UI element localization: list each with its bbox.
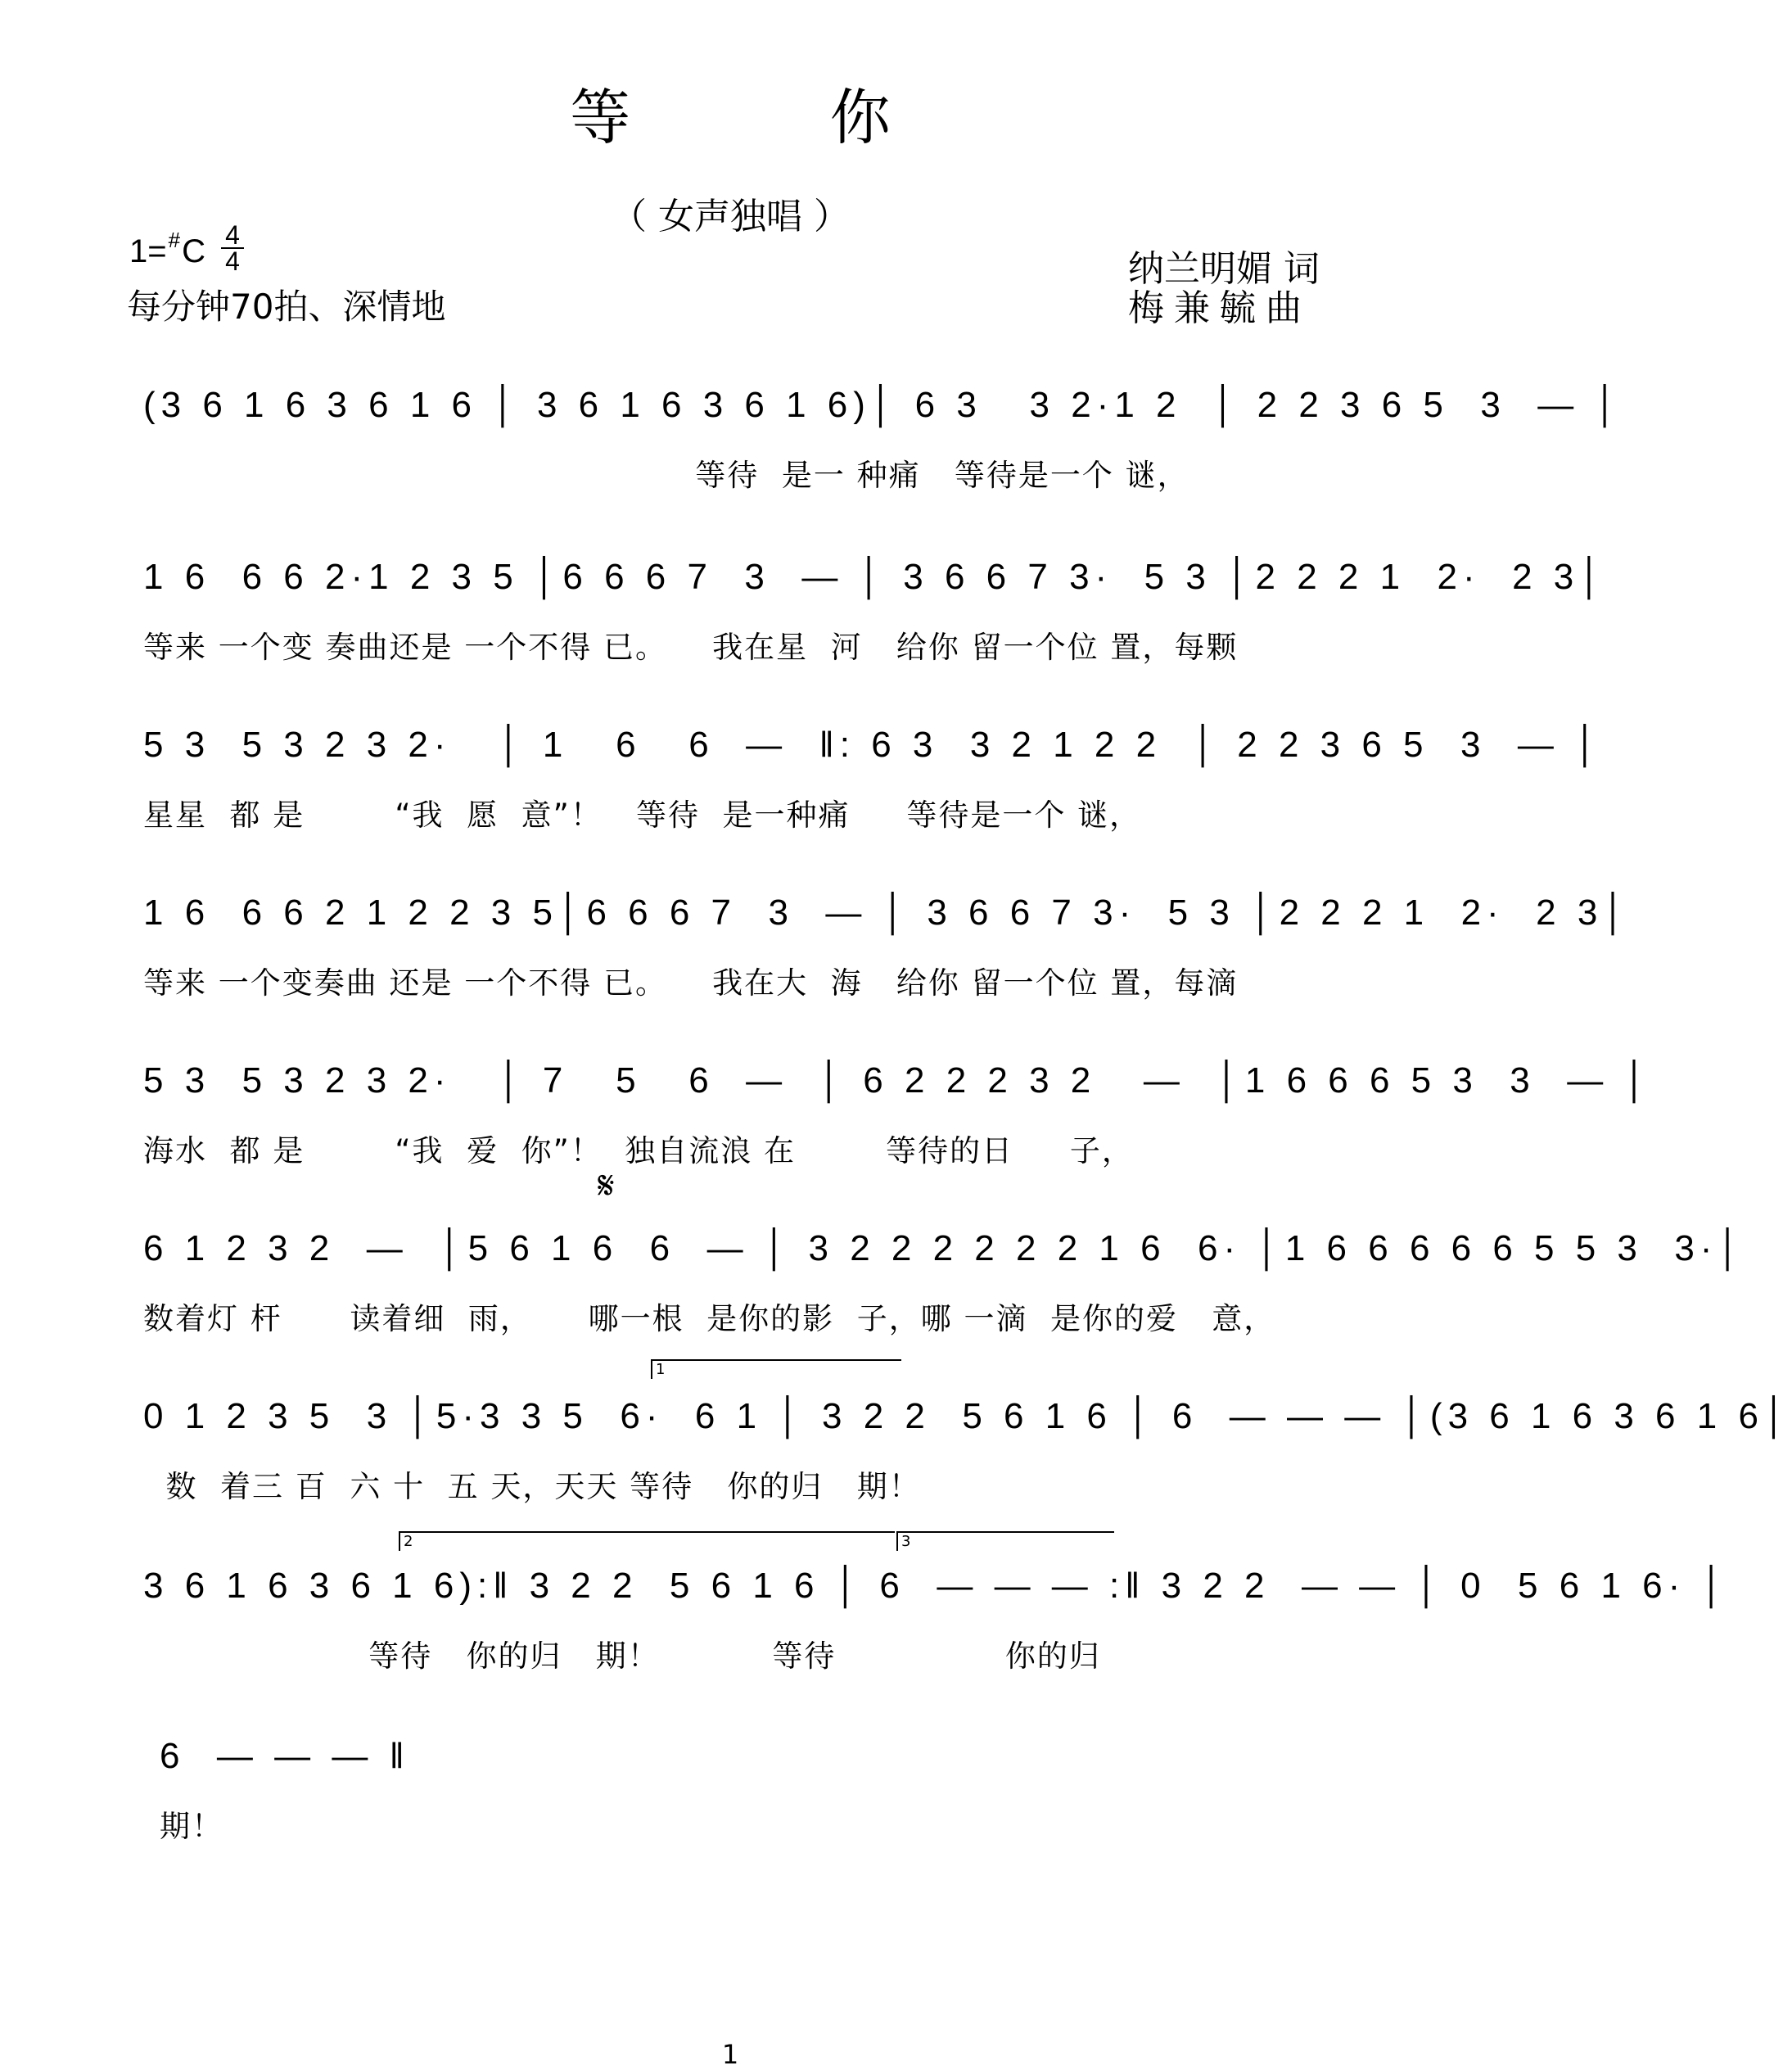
staff-system-2 <box>0 557 1608 688</box>
segno-sign: 𝄋 <box>598 1163 615 1209</box>
notation-line: 5 3 5 3 2 3 2· │ 7 5 6 — │ 6 2 2 2 3 2 — │1 6 6 6 5 3 3 — │ <box>143 1060 1653 1101</box>
lyrics-line: 星星 都 是 “我 愿 意”！ 等待 是一种痛 等待是一个 谜， <box>143 798 1142 833</box>
tempo-marking: 每分钟70拍、深情地 <box>127 287 446 327</box>
staff-system-6 <box>0 1228 1746 1359</box>
song-title: 等 你 <box>570 83 981 153</box>
staff-system-5 <box>0 1060 1653 1191</box>
staff-system-3 <box>0 725 1604 856</box>
notation-line: 1 6 6 6 2·1 2 3 5 │6 6 6 7 3 — │ 3 6 6 7 3· 5 3 │2 2 2 1 2· 2 3│ <box>143 557 1608 597</box>
staff-system-9 <box>0 1736 1460 1867</box>
notation-line: 0 1 2 3 5 3 │5·3 3 5 6· 6 1 │ 3 2 2 5 6 1 6 │ 6 — — — │(3 6 1 6 3 6 1 6│ <box>143 1396 1792 1436</box>
volta-bracket: 2 <box>399 1531 895 1551</box>
meter-numerator: 4 <box>221 223 244 249</box>
lyrics-line: 海水 都 是 “我 爱 你”！ 独自流浪 在 等待的日 子， <box>143 1133 1134 1168</box>
key-note: C <box>182 233 205 269</box>
staff-system-4 <box>0 893 1632 1024</box>
notation-line: 5 3 5 3 2 3 2· │ 1 6 6 — ‖: 6 3 3 2 1 2 2 │ 2 2 3 6 5 3 — │ <box>143 725 1604 765</box>
staff-system-1 <box>0 385 1623 516</box>
song-subtitle: （ 女声独唱 ） <box>611 196 850 237</box>
time-signature <box>221 220 244 276</box>
lyrics-line: 数着灯 杆 读着细 雨， 哪一根 是你的影 子，哪 一滴 是你的爱 意， <box>143 1301 1276 1336</box>
key-signature <box>129 228 205 270</box>
notation-line: 6 — — — ‖ <box>160 1736 410 1776</box>
lyrics-line: 等来 一个变奏曲 还是 一个不得 已。 我在大 海 给你 留一个位 置，每滴 <box>143 965 1239 1001</box>
staff-system-7 <box>0 1396 1792 1527</box>
staff-system-8 <box>0 1566 1730 1697</box>
key-prefix: 1= <box>129 233 167 269</box>
notation-line: 6 1 2 3 2 — │5 6 1 6 6 — │ 3 2 2 2 2 2 2 1 6 6· │1 6 6 6 6 6 5 5 3 3·│ <box>143 1228 1746 1268</box>
lyrics-line: 期！ <box>160 1809 223 1844</box>
lyrics-line: 等待 是一 种痛 等待是一个 谜， <box>143 458 1189 493</box>
lyricist-credit: 纳兰明媚 词 <box>1128 248 1320 290</box>
page-number: 1 <box>721 2039 739 2070</box>
volta-bracket: 1 <box>651 1359 901 1379</box>
notation-line: 1 6 6 6 2 1 2 2 3 5│6 6 6 7 3 — │ 3 6 6 7 3· 5 3 │2 2 2 1 2· 2 3│ <box>143 893 1632 933</box>
volta-bracket: 3 <box>896 1531 1114 1551</box>
notation-line: (3 6 1 6 3 6 1 6 │ 3 6 1 6 3 6 1 6)│ 6 3 3 2·1 2 │ 2 2 3 6 5 3 — │ <box>143 385 1623 425</box>
composer-credit: 梅兼毓曲 <box>1128 287 1311 329</box>
lyrics-line: 数 着三 百 六 十 五 天，天天 等待 你的归 期！ <box>143 1469 921 1504</box>
sharp-sign: # <box>168 228 181 252</box>
meter-denominator: 4 <box>225 246 240 276</box>
lyrics-line: 等来 一个变 奏曲还是 一个不得 已。 我在星 河 给你 留一个位 置，每颗 <box>143 630 1239 665</box>
lyrics-line: 等待 你的归 期！ 等待 你的归 <box>143 1638 1101 1674</box>
notation-line: 3 6 1 6 3 6 1 6):‖ 3 2 2 5 6 1 6 │ 6 — — — :‖ 3 2 2 — — │ 0 5 6 1 6· │ <box>143 1566 1730 1606</box>
